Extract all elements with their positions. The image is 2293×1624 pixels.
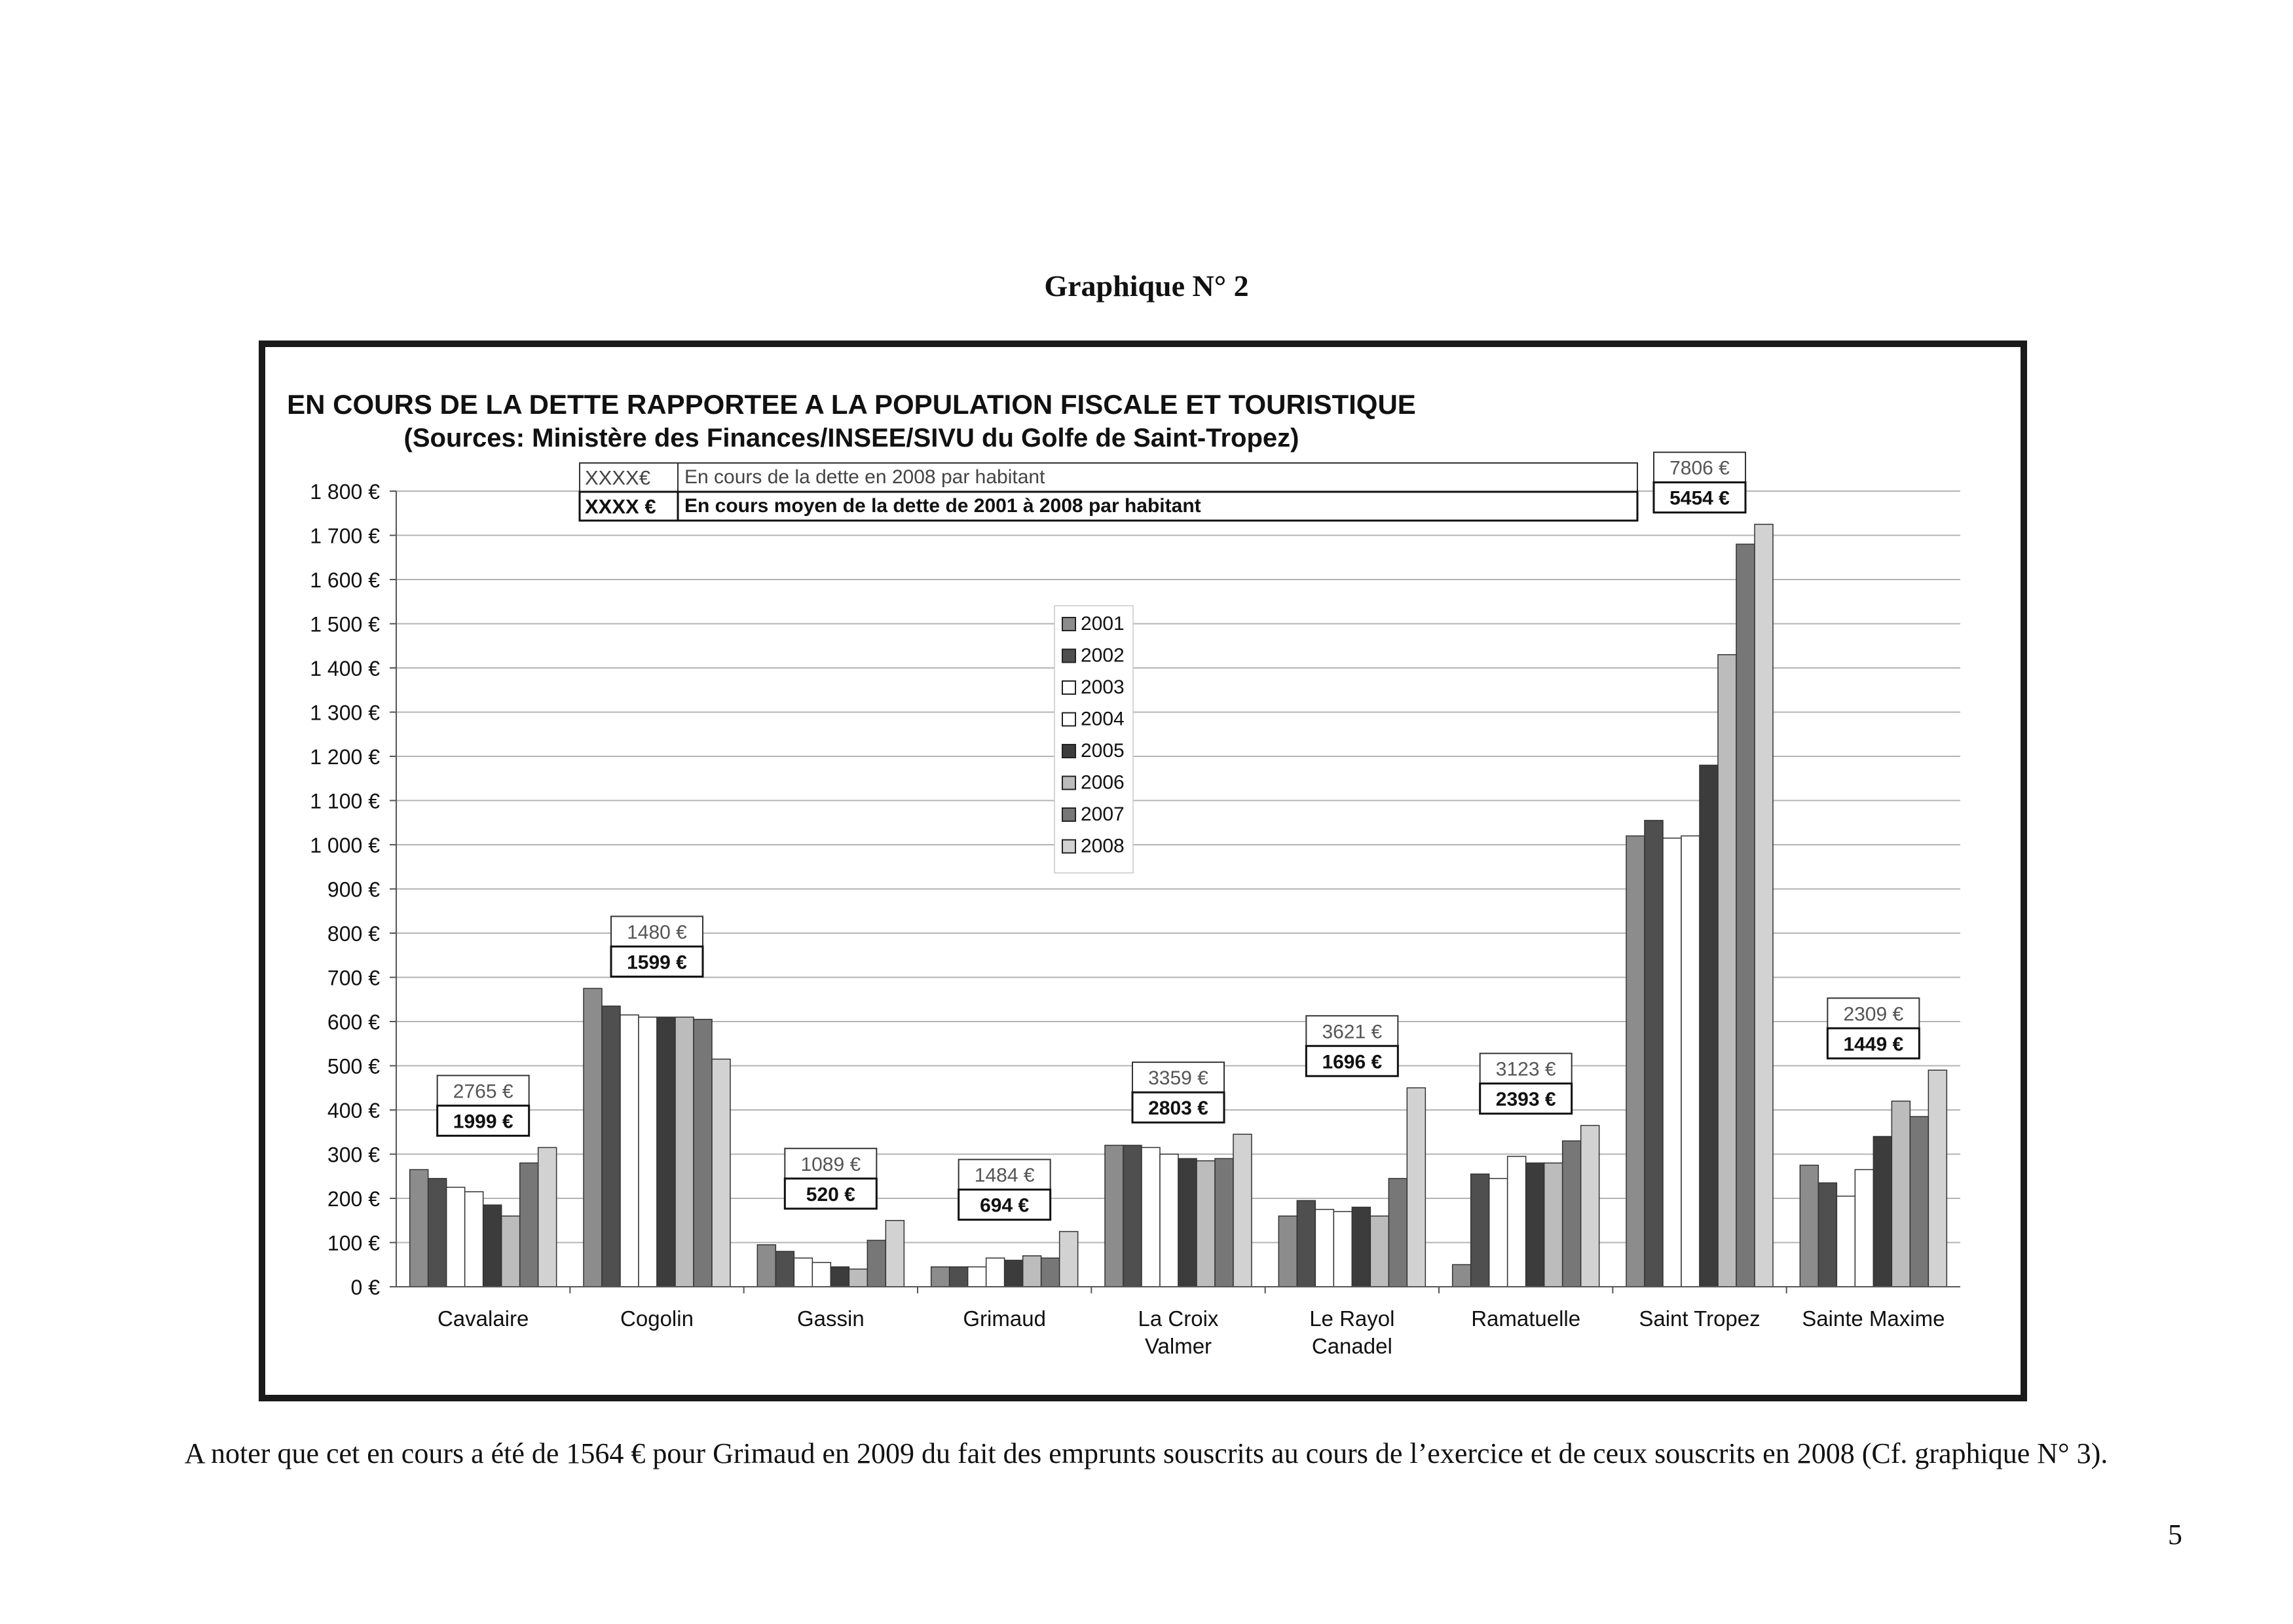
annotation-value-2008: 1484 €: [974, 1164, 1035, 1187]
key-label-average: En cours moyen de la dette de 2001 à 2008 par habitant: [684, 495, 1201, 517]
bar: [1041, 1258, 1060, 1287]
y-tick-label: 700 €: [327, 966, 380, 990]
bar: [1197, 1161, 1215, 1287]
legend: [1054, 606, 1133, 873]
bar: [1407, 1088, 1425, 1287]
bar: [1718, 655, 1736, 1287]
bar: [1142, 1147, 1160, 1287]
legend-label: 2002: [1081, 644, 1125, 667]
page-number: 5: [2168, 1519, 2182, 1551]
y-tick-label: 200 €: [327, 1187, 380, 1211]
annotation-value-average: 1696 €: [1322, 1051, 1383, 1073]
bar: [1471, 1174, 1489, 1287]
legend-label: 2001: [1081, 613, 1125, 635]
y-tick-label: 1 800 €: [310, 480, 380, 504]
bar: [1681, 836, 1700, 1287]
legend-swatch: [1062, 745, 1075, 758]
bar: [447, 1187, 465, 1287]
bar: [1278, 1216, 1297, 1287]
y-tick-label: 1 000 €: [310, 834, 380, 857]
bar: [1892, 1101, 1910, 1287]
bar: [1333, 1211, 1352, 1287]
annotation-value-average: 1599 €: [627, 951, 687, 974]
chart-title: EN COURS DE LA DETTE RAPPORTEE A LA POPULATION FISCALE ET TOURISTIQUE: [287, 389, 1416, 420]
legend-label: 2006: [1081, 771, 1125, 794]
bar: [775, 1251, 794, 1287]
bar: [1178, 1158, 1197, 1287]
legend-swatch: [1062, 618, 1075, 631]
chart-subtitle: (Sources: Ministère des Finances/INSEE/SIVU du Golfe de Saint-Tropez): [403, 424, 1299, 452]
debt-bar-chart: [259, 341, 2027, 1401]
y-tick-label: 900 €: [327, 877, 380, 902]
bar: [1453, 1264, 1471, 1287]
y-tick-label: 1 700 €: [310, 524, 380, 548]
bar: [675, 1017, 694, 1287]
legend-swatch: [1062, 650, 1075, 663]
bar: [1563, 1141, 1581, 1287]
footnote: A noter que cet en cours a été de 1564 € pour Grimaud en 2009 du fait des emprunts souscrits au cours de l’exercice et de ceux souscrits en 2008 (Cf. graphique N° 3).: [184, 1437, 2108, 1469]
bar: [1818, 1183, 1836, 1287]
bar: [830, 1267, 849, 1287]
bar: [1352, 1208, 1370, 1287]
bar: [502, 1216, 520, 1287]
bar: [1736, 544, 1755, 1287]
bar: [1105, 1145, 1123, 1287]
bar: [849, 1269, 867, 1287]
bar: [428, 1179, 447, 1287]
annotation-value-average: 2803 €: [1148, 1098, 1208, 1120]
bar: [639, 1017, 657, 1287]
legend-label: 2004: [1081, 708, 1125, 730]
bar: [1928, 1070, 1947, 1287]
bar: [1700, 766, 1718, 1287]
annotation-key: [580, 463, 1637, 521]
y-tick-label: 0 €: [350, 1276, 380, 1299]
legend-swatch: [1062, 777, 1075, 790]
bar: [1005, 1261, 1023, 1287]
bar: [602, 1006, 620, 1287]
bar: [1215, 1158, 1233, 1287]
bar: [1544, 1163, 1563, 1287]
bar: [1160, 1154, 1178, 1287]
bar: [1123, 1145, 1142, 1287]
legend-label: 2008: [1081, 835, 1125, 857]
bar: [794, 1258, 812, 1287]
legend-label: 2005: [1081, 740, 1125, 762]
y-tick-label: 600 €: [327, 1010, 380, 1034]
key-label-2008: En cours de la dette en 2008 par habitant: [684, 466, 1045, 488]
annotation-value-2008: 3123 €: [1495, 1058, 1556, 1080]
x-tick-label: Saint Tropez: [1639, 1306, 1761, 1331]
y-tick-label: 100 €: [327, 1231, 380, 1255]
y-tick-label: 500 €: [327, 1054, 380, 1079]
bar: [1581, 1126, 1599, 1287]
bar: [712, 1059, 730, 1287]
x-tick-label: Cogolin: [620, 1306, 694, 1331]
y-tick-label: 800 €: [327, 922, 380, 946]
bar: [465, 1192, 483, 1287]
key-sample-average: XXXX €: [585, 495, 656, 518]
annotation-value-2008: 2309 €: [1843, 1003, 1904, 1025]
annotation-value-average: 520 €: [806, 1183, 855, 1206]
bar: [1645, 821, 1663, 1287]
legend-swatch: [1062, 681, 1075, 694]
bar: [867, 1240, 886, 1287]
bar: [1910, 1116, 1928, 1287]
bar: [950, 1267, 968, 1287]
annotation-value-2008: 1089 €: [800, 1153, 861, 1175]
y-tick-label: 300 €: [327, 1143, 380, 1167]
bar: [931, 1267, 950, 1287]
x-tick-label: Gassin: [796, 1306, 865, 1331]
bar: [1508, 1156, 1526, 1287]
annotation-value-2008: 1480 €: [627, 921, 687, 944]
legend-swatch: [1062, 713, 1075, 726]
bar: [1315, 1209, 1333, 1287]
y-tick-label: 1 100 €: [310, 789, 380, 813]
key-sample-2008: XXXX€: [585, 466, 650, 489]
y-tick-label: 1 200 €: [310, 745, 380, 769]
bar: [1800, 1165, 1818, 1287]
y-tick-label: 1 600 €: [310, 568, 380, 592]
bar: [1389, 1179, 1407, 1287]
annotation-value-2008: 3621 €: [1322, 1021, 1383, 1043]
bar: [483, 1205, 502, 1287]
bar: [812, 1263, 830, 1287]
bar: [584, 988, 602, 1287]
annotation-value-2008: 7806 €: [1669, 457, 1730, 479]
bar: [538, 1147, 557, 1287]
annotation-value-average: 1449 €: [1843, 1033, 1904, 1056]
x-tick-label: La Croix: [1138, 1306, 1219, 1331]
bar: [1489, 1179, 1508, 1287]
bar: [986, 1258, 1005, 1287]
bar: [1663, 838, 1681, 1287]
x-tick-label: Canadel: [1311, 1334, 1392, 1358]
bar: [1855, 1170, 1873, 1287]
y-tick-label: 1 500 €: [310, 612, 380, 637]
bar: [1233, 1134, 1252, 1287]
x-tick-label: Valmer: [1144, 1334, 1212, 1358]
legend-swatch: [1062, 808, 1075, 821]
bar: [757, 1245, 775, 1287]
x-tick-label: Ramatuelle: [1471, 1306, 1581, 1331]
x-tick-label: Le Rayol: [1309, 1306, 1395, 1331]
bar: [694, 1020, 712, 1287]
annotation-value-average: 5454 €: [1669, 487, 1730, 509]
bar: [1370, 1216, 1389, 1287]
x-tick-label: Grimaud: [963, 1306, 1046, 1331]
legend-label: 2003: [1081, 676, 1125, 698]
x-tick-label: Cavalaire: [437, 1306, 529, 1331]
bar: [1023, 1256, 1041, 1287]
legend-swatch: [1062, 840, 1075, 853]
bar: [410, 1170, 428, 1287]
bar: [1526, 1163, 1544, 1287]
annotation-value-2008: 2765 €: [453, 1080, 513, 1103]
bar: [1755, 525, 1773, 1287]
annotation-value-average: 1999 €: [453, 1111, 513, 1133]
bar: [1836, 1196, 1855, 1287]
bar: [1297, 1200, 1315, 1287]
bar: [1060, 1232, 1078, 1287]
y-tick-label: 1 300 €: [310, 701, 380, 725]
y-tick-label: 400 €: [327, 1099, 380, 1122]
bar: [968, 1267, 986, 1287]
bar: [657, 1017, 675, 1287]
bar: [886, 1221, 904, 1287]
annotation-value-2008: 3359 €: [1148, 1067, 1208, 1090]
bar: [620, 1015, 639, 1287]
bar: [520, 1163, 538, 1287]
legend-label: 2007: [1081, 803, 1125, 825]
x-tick-label: Sainte Maxime: [1802, 1306, 1945, 1331]
annotation-value-average: 694 €: [980, 1194, 1030, 1217]
bar: [1626, 836, 1645, 1287]
bar: [1873, 1137, 1892, 1287]
y-tick-label: 1 400 €: [310, 657, 380, 680]
annotation-value-average: 2393 €: [1495, 1088, 1556, 1111]
figure-caption: Graphique N° 2: [1044, 269, 1249, 303]
